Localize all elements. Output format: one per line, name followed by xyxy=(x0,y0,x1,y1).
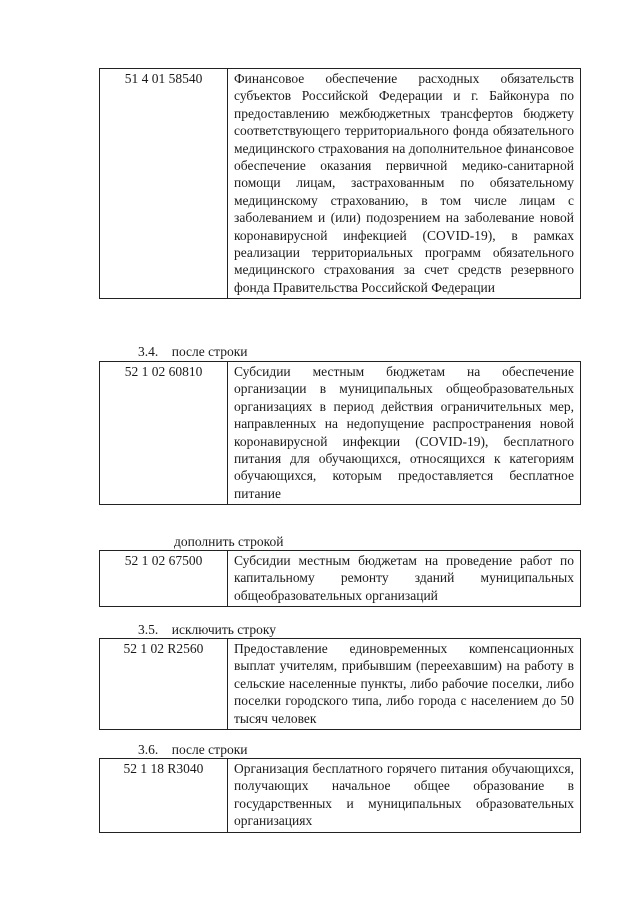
budget-description: Организация бесплатного горячего питания обучающихся, получающих начальное общее образование в государственных и муниципальных образовательных организациях xyxy=(228,759,581,833)
budget-code: 51 4 01 58540 xyxy=(100,69,228,299)
budget-table xyxy=(99,361,581,505)
budget-row-block xyxy=(99,550,581,607)
budget-description: Субсидии местным бюджетам на обеспечение организации в муниципальных общеобразовательных организациях в период действия ограничительных мер, направленных на недопущение распространения новой коронавирусной инфекции (COVID-19), бесплатного питания для обучающихся, относящихся к категориям обучающихся, которым предоставляется бесплатное питание xyxy=(228,362,581,505)
section-label-3-6: 3.6. после строки xyxy=(138,742,248,757)
add-row-label: дополнить строкой xyxy=(174,534,284,549)
budget-code: 52 1 02 R2560 xyxy=(100,639,228,730)
budget-code: 52 1 02 60810 xyxy=(100,362,228,505)
budget-description: Предоставление единовременных компенсационных выплат учителям, прибывшим (переехавшим) на работу в сельские населенные пункты, либо рабочие поселки, либо поселки городского типа, либо города с населением до 50 тысяч человек xyxy=(228,639,581,730)
table-row xyxy=(100,759,581,833)
table-row xyxy=(100,551,581,607)
table-row xyxy=(100,362,581,505)
budget-table xyxy=(99,638,581,730)
budget-code: 52 1 02 67500 xyxy=(100,551,228,607)
section-label-3-4: 3.4. после строки xyxy=(138,344,248,359)
budget-row-block xyxy=(99,68,581,299)
table-row xyxy=(100,69,581,299)
budget-description: Финансовое обеспечение расходных обязательств субъектов Российской Федерации и г. Байконура по предоставлению межбюджетных трансфертов бюджету соответствующего территориального фонда обязательного медицинского страхования на дополнительное финансовое обеспечение оказания первичной медико-санитарной помощи лицам, застрахованным по обязательному медицинскому страхованию, в том числе лицам с заболеванием и (или) подозрением на заболевание новой коронавирусной инфекцией (COVID-19), в рамках реализации территориальных программ обязательного медицинского страхования за счет средств резервного фонда Правительства Российской Федерации xyxy=(228,69,581,299)
budget-description: Субсидии местным бюджетам на проведение работ по капитальному ремонту зданий муниципальных общеобразовательных организаций xyxy=(228,551,581,607)
budget-row-block xyxy=(99,638,581,730)
section-label-3-5: 3.5. исключить строку xyxy=(138,622,276,637)
budget-table xyxy=(99,550,581,607)
budget-table xyxy=(99,68,581,299)
budget-table xyxy=(99,758,581,833)
table-row xyxy=(100,639,581,730)
budget-code: 52 1 18 R3040 xyxy=(100,759,228,833)
budget-row-block xyxy=(99,361,581,505)
budget-row-block xyxy=(99,758,581,833)
